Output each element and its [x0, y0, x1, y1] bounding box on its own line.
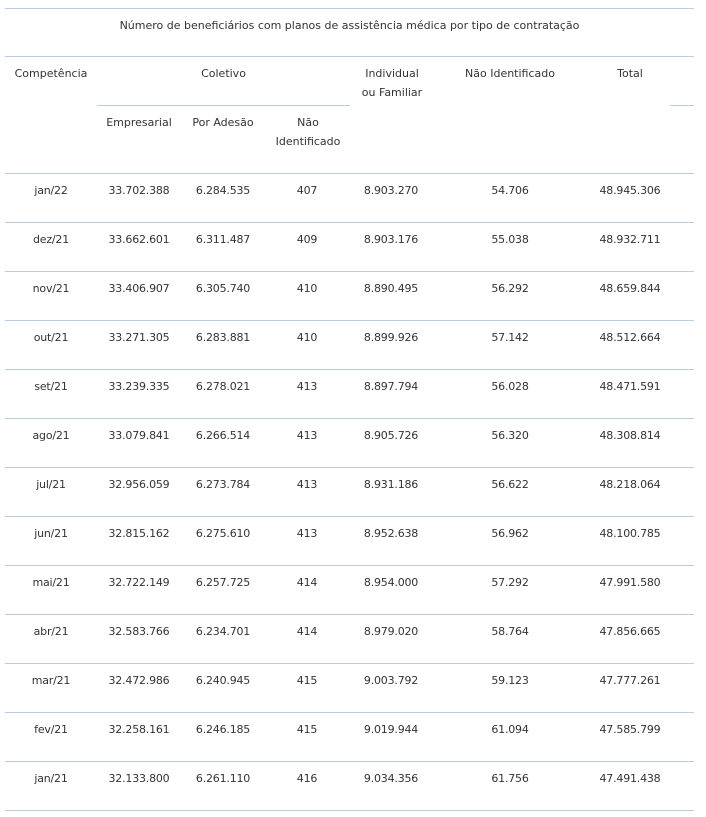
cell-nao-identificado: 58.764	[491, 625, 529, 638]
cell-por-adesao: 6.246.185	[195, 723, 251, 736]
cell-nao-identificado: 56.028	[491, 380, 529, 393]
cell-individual: 8.905.726	[363, 429, 419, 442]
header-empresarial: Empresarial	[106, 116, 172, 129]
cell-nao-identificado-coletivo: 413	[296, 478, 318, 491]
cell-total: 47.991.580	[599, 576, 661, 589]
cell-por-adesao: 6.275.610	[195, 527, 251, 540]
cell-competencia: jan/22	[34, 184, 68, 197]
cell-competencia: nov/21	[32, 282, 70, 295]
row-border	[5, 614, 694, 615]
cell-total: 48.659.844	[599, 282, 661, 295]
row-border	[5, 467, 694, 468]
cell-nao-identificado-coletivo: 415	[296, 723, 318, 736]
cell-empresarial: 33.406.907	[108, 282, 170, 295]
row-border	[5, 663, 694, 664]
cell-nao-identificado-coletivo: 413	[296, 380, 318, 393]
cell-competencia: abr/21	[33, 625, 69, 638]
header-nao-identificado-coletivo: Não Identificado	[275, 116, 341, 148]
cell-nao-identificado: 61.756	[491, 772, 529, 785]
cell-individual: 8.954.000	[363, 576, 419, 589]
row-border	[5, 173, 694, 174]
cell-competencia: mar/21	[31, 674, 71, 687]
cell-nao-identificado-coletivo: 416	[296, 772, 318, 785]
cell-nao-identificado-coletivo: 410	[296, 282, 318, 295]
header-coletivo: Coletivo	[201, 67, 246, 80]
cell-total: 47.585.799	[599, 723, 661, 736]
header-total: Total	[617, 67, 643, 80]
coletivo-underline	[97, 105, 350, 106]
cell-empresarial: 33.239.335	[108, 380, 170, 393]
cell-individual: 8.903.270	[363, 184, 419, 197]
row-border	[5, 516, 694, 517]
cell-individual: 8.897.794	[363, 380, 419, 393]
cell-nao-identificado: 61.094	[491, 723, 529, 736]
cell-por-adesao: 6.278.021	[195, 380, 251, 393]
row-border	[5, 320, 694, 321]
cell-por-adesao: 6.257.725	[195, 576, 251, 589]
header-competencia: Competência	[14, 67, 88, 80]
cell-por-adesao: 6.311.487	[195, 233, 251, 246]
cell-individual: 8.979.020	[363, 625, 419, 638]
row-border	[5, 369, 694, 370]
cell-competencia: mai/21	[32, 576, 70, 589]
cell-nao-identificado: 57.142	[491, 331, 529, 344]
cell-individual: 8.903.176	[363, 233, 419, 246]
cell-empresarial: 33.662.601	[108, 233, 170, 246]
cell-competencia: fev/21	[34, 723, 68, 736]
row-border	[5, 222, 694, 223]
cell-competencia: jun/21	[34, 527, 68, 540]
total-underline	[670, 105, 694, 106]
cell-individual: 8.890.495	[363, 282, 419, 295]
cell-individual: 8.899.926	[363, 331, 419, 344]
cell-nao-identificado-coletivo: 413	[296, 429, 318, 442]
cell-empresarial: 33.271.305	[108, 331, 170, 344]
header-por-adesao: Por Adesão	[192, 116, 254, 129]
cell-individual: 9.019.944	[363, 723, 419, 736]
cell-nao-identificado-coletivo: 413	[296, 527, 318, 540]
cell-nao-identificado-coletivo: 410	[296, 331, 318, 344]
cell-competencia: ago/21	[32, 429, 70, 442]
cell-empresarial: 32.472.986	[108, 674, 170, 687]
row-border	[5, 565, 694, 566]
cell-total: 48.471.591	[599, 380, 661, 393]
cell-total: 47.777.261	[599, 674, 661, 687]
cell-empresarial: 32.133.800	[108, 772, 170, 785]
cell-total: 48.932.711	[599, 233, 661, 246]
cell-empresarial: 32.583.766	[108, 625, 170, 638]
cell-empresarial: 32.258.161	[108, 723, 170, 736]
header-individual: Individual ou Familiar	[361, 67, 423, 99]
cell-nao-identificado: 59.123	[491, 674, 529, 687]
cell-total: 48.218.064	[599, 478, 661, 491]
table-caption: Número de beneficiários com planos de assistência médica por tipo de contratação	[5, 8, 694, 57]
cell-por-adesao: 6.284.535	[195, 184, 251, 197]
cell-nao-identificado: 56.292	[491, 282, 529, 295]
cell-individual: 8.931.186	[363, 478, 419, 491]
cell-total: 48.512.664	[599, 331, 661, 344]
cell-empresarial: 32.815.162	[108, 527, 170, 540]
cell-total: 48.308.814	[599, 429, 661, 442]
cell-por-adesao: 6.234.701	[195, 625, 251, 638]
cell-competencia: dez/21	[32, 233, 70, 246]
cell-total: 48.945.306	[599, 184, 661, 197]
row-border	[5, 810, 694, 811]
cell-nao-identificado: 54.706	[491, 184, 529, 197]
cell-nao-identificado-coletivo: 414	[296, 576, 318, 589]
row-border	[5, 712, 694, 713]
cell-por-adesao: 6.273.784	[195, 478, 251, 491]
cell-total: 47.491.438	[599, 772, 661, 785]
cell-total: 48.100.785	[599, 527, 661, 540]
cell-nao-identificado: 56.962	[491, 527, 529, 540]
cell-total: 47.856.665	[599, 625, 661, 638]
cell-por-adesao: 6.305.740	[195, 282, 251, 295]
cell-nao-identificado: 56.622	[491, 478, 529, 491]
cell-empresarial: 32.722.149	[108, 576, 170, 589]
cell-individual: 9.034.356	[363, 772, 419, 785]
cell-nao-identificado-coletivo: 414	[296, 625, 318, 638]
cell-empresarial: 32.956.059	[108, 478, 170, 491]
cell-nao-identificado: 55.038	[491, 233, 529, 246]
cell-por-adesao: 6.283.881	[195, 331, 251, 344]
row-border	[5, 761, 694, 762]
header-top-border	[5, 56, 694, 57]
cell-por-adesao: 6.266.514	[195, 429, 251, 442]
cell-por-adesao: 6.261.110	[195, 772, 251, 785]
cell-competencia: set/21	[34, 380, 68, 393]
cell-competencia: jan/21	[34, 772, 68, 785]
cell-nao-identificado: 57.292	[491, 576, 529, 589]
cell-por-adesao: 6.240.945	[195, 674, 251, 687]
cell-competencia: out/21	[33, 331, 69, 344]
row-border	[5, 418, 694, 419]
cell-nao-identificado: 56.320	[491, 429, 529, 442]
cell-nao-identificado-coletivo: 415	[296, 674, 318, 687]
row-border	[5, 271, 694, 272]
cell-nao-identificado-coletivo: 409	[296, 233, 318, 246]
header-nao-identificado: Não Identificado	[465, 67, 555, 80]
cell-individual: 9.003.792	[363, 674, 419, 687]
cell-empresarial: 33.079.841	[108, 429, 170, 442]
cell-empresarial: 33.702.388	[108, 184, 170, 197]
cell-nao-identificado-coletivo: 407	[296, 184, 318, 197]
cell-individual: 8.952.638	[363, 527, 419, 540]
cell-competencia: jul/21	[36, 478, 66, 491]
